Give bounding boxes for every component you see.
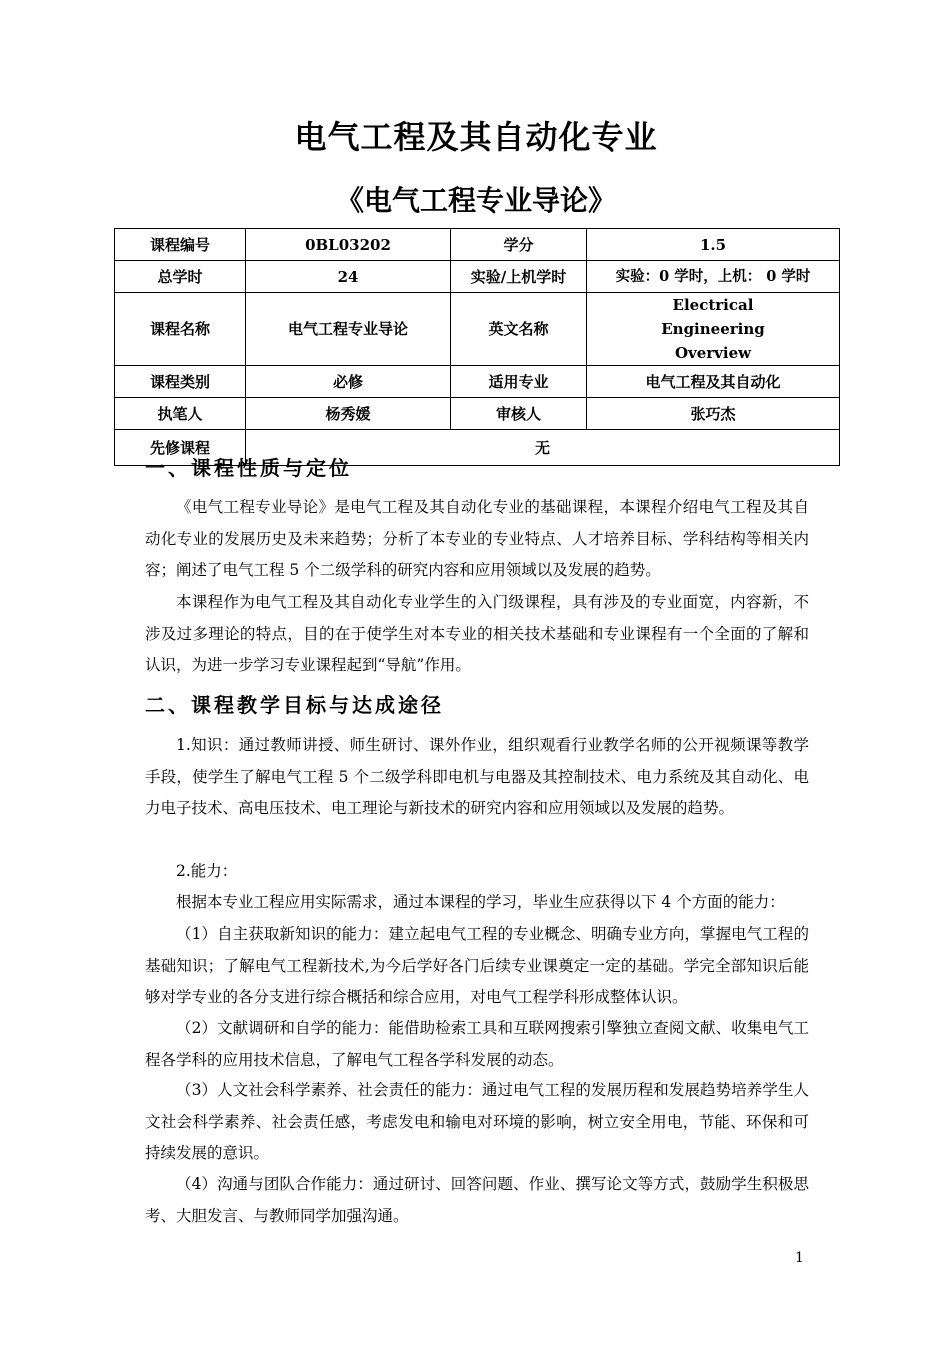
table-cell-label: 英文名称 [451, 293, 587, 366]
table-cell-value: 电气工程及其自动化 [587, 366, 840, 398]
section-heading: 一、课程性质与定位 [145, 456, 352, 480]
paragraph: （3）人文社会科学素养、社会责任的能力：通过电气工程的发展历程和发展趋势培养学生人文社会科学素养、社会责任感，考虑发电和输电对环境的影响，树立安全用电，节能、环保和可持续发展的意识。 [145, 1081, 809, 1162]
table-cell-value: 张巧杰 [587, 398, 840, 430]
table-cell-label: 实验/上机学时 [451, 261, 587, 293]
table-cell-value: 必修 [246, 366, 451, 398]
course-info-table [114, 228, 840, 466]
table-cell-label: 课程名称 [115, 293, 246, 366]
page-number: 1 [795, 1250, 804, 1266]
paragraph: 《电气工程专业导论》是电气工程及其自动化专业的基础课程，本课程介绍电气工程及其自动化专业的发展历史及未来趋势；分析了本专业的专业特点、人才培养目标、学科结构等相关内容；阐述了电气工程 5 个二级学科的研究内容和应用领域以及发展的趋势。 [145, 498, 809, 579]
table-cell-value: 0BL03202 [246, 229, 451, 261]
section-heading: 二、课程教学目标与达成途径 [145, 693, 444, 717]
table-row [115, 293, 840, 366]
table-cell-value: 无 [246, 430, 840, 466]
table-cell-label: 学分 [451, 229, 587, 261]
table-row [115, 366, 840, 398]
table-cell-value: Electrical Engineering Overview [587, 293, 840, 366]
table-row [115, 229, 840, 261]
table-row [115, 398, 840, 430]
paragraph: （4）沟通与团队合作能力：通过研讨、回答问题、作业、撰写论文等方式，鼓励学生积极思考、大胆发言、与教师同学加强沟通。 [145, 1175, 809, 1225]
table-cell-value: 1.5 [587, 229, 840, 261]
paragraph: 1.知识：通过教师讲授、师生研讨、课外作业，组织观看行业教学名师的公开视频课等教学手段，使学生了解电气工程 5 个二级学科即电机与电器及其控制技术、电力系统及其自动化、电力电子技术、高电压技术、电工理论与新技术的研究内容和应用领域以及发展的趋势。 [145, 736, 809, 817]
table-cell-label: 适用专业 [451, 366, 587, 398]
table-cell-label: 总学时 [115, 261, 246, 293]
paragraph: （1）自主获取新知识的能力：建立起电气工程的专业概念、明确专业方向，掌握电气工程的基础知识；了解电气工程新技术,为今后学好各门后续专业课奠定一定的基础。学完全部知识后能够对学专业的各分支进行综合概括和综合应用，对电气工程学科形成整体认识。 [145, 925, 809, 1006]
table-row [115, 261, 840, 293]
paragraph: 根据本专业工程应用实际需求，通过本课程的学习，毕业生应获得以下 4 个方面的能力： [176, 893, 785, 911]
table-cell-value: 杨秀媛 [246, 398, 451, 430]
table-cell-label: 审核人 [451, 398, 587, 430]
table-cell-label: 课程编号 [115, 229, 246, 261]
table-cell-label: 执笔人 [115, 398, 246, 430]
paragraph: （2）文献调研和自学的能力：能借助检索工具和互联网搜索引擎独立查阅文献、收集电气工程各学科的应用技术信息，了解电气工程各学科发展的动态。 [145, 1019, 809, 1069]
paragraph: 2.能力： [176, 862, 238, 880]
table-cell-value: 电气工程专业导论 [246, 293, 451, 366]
document-subtitle: 《电气工程专业导论》 [335, 184, 616, 217]
paragraph: 本课程作为电气工程及其自动化专业学生的入门级课程，具有涉及的专业面宽，内容新，不涉及过多理论的特点，目的在于使学生对本专业的相关技术基础和专业课程有一个全面的了解和认识，为进一步学习专业课程起到“导航”作用。 [145, 593, 809, 674]
table-cell-value: 24 [246, 261, 451, 293]
table-cell-value: 实验：0 学时，上机： 0 学时 [587, 261, 840, 293]
table-cell-label: 课程类别 [115, 366, 246, 398]
document-title: 电气工程及其自动化专业 [294, 118, 658, 156]
table-cell-label: 先修课程 [115, 430, 246, 466]
